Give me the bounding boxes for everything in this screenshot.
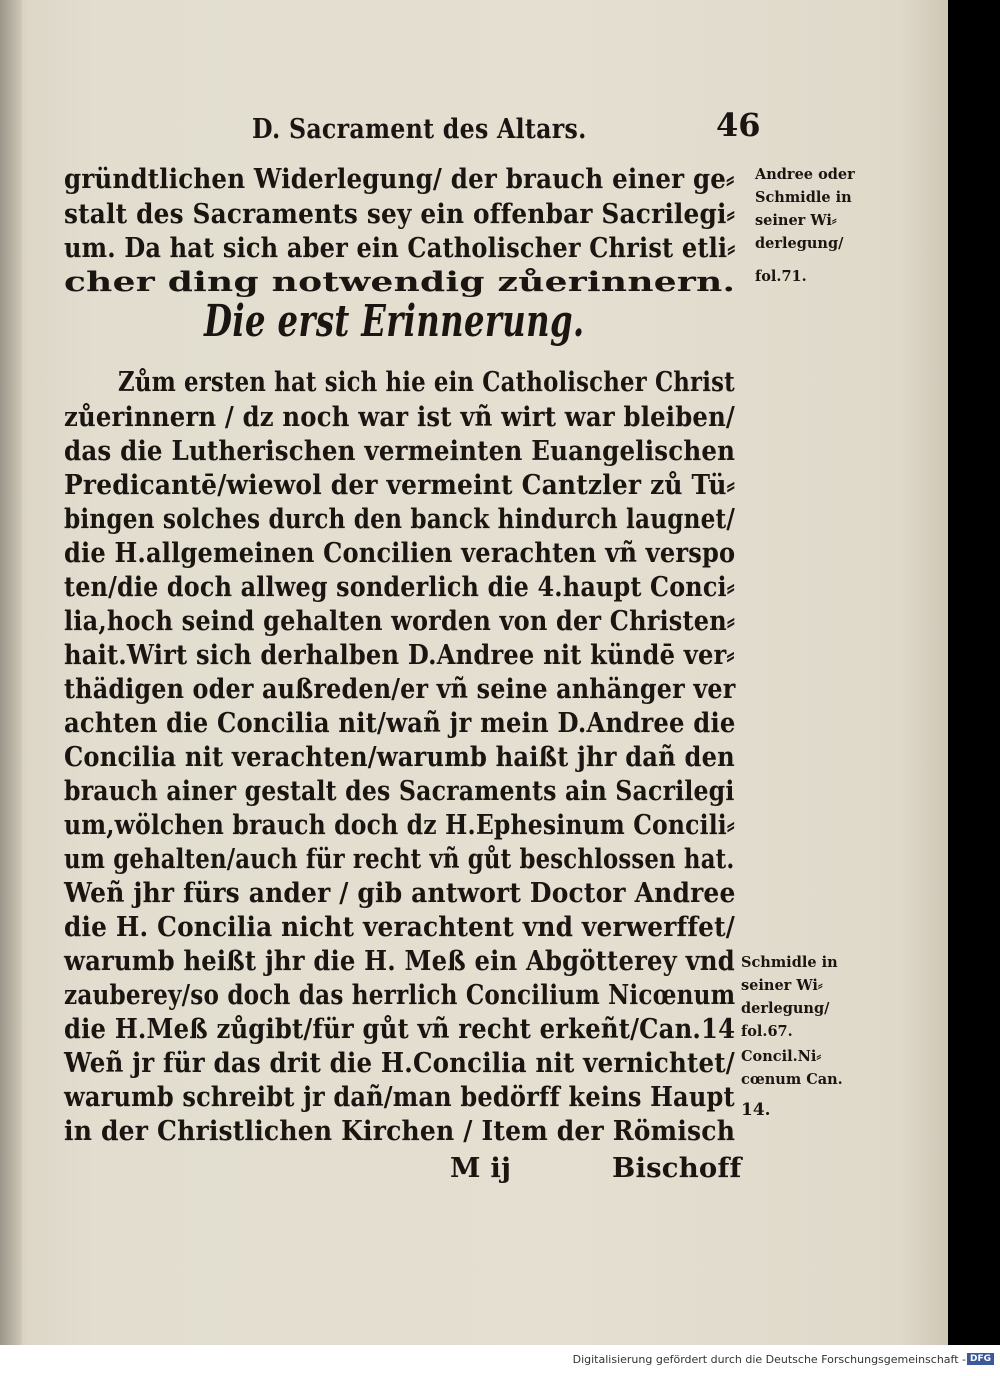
margin-note-line: cœnum Can.: [741, 1071, 843, 1088]
body-line: Weñ jhr fürs ander / gib antwort Doctor Andree: [64, 877, 736, 909]
body-line: um. Da hat sich aber ein Catholischer Christ etli⸗: [64, 232, 736, 264]
body-line: Weñ jr für das drit die H.Concilia nit vernichtet/: [64, 1047, 735, 1079]
body-line: gründtlichen Widerlegung/ der brauch einer ge⸗: [64, 163, 735, 195]
margin-note-line: seiner Wi⸗: [755, 212, 837, 229]
margin-note-line: fol.67.: [741, 1023, 793, 1040]
margin-note-line: Andree oder: [755, 166, 855, 183]
margin-note-line: Schmidle in: [755, 189, 852, 206]
body-line: das die Lutherischen vermeinten Euangelischen: [64, 435, 736, 467]
footer-credit: Digitalisierung gefördert durch die Deutsche Forschungsgemeinschaft -: [572, 1353, 966, 1366]
dfg-logo: DFG: [967, 1353, 994, 1365]
body-line: um gehalten/auch für recht vñ gůt beschlossen hat.: [64, 843, 735, 875]
body-line: ten/die doch allweg sonderlich die 4.haupt Conci⸗: [64, 571, 735, 603]
body-line: um,wölchen brauch doch dz H.Ephesinum Concili⸗: [64, 809, 735, 841]
running-title: D. Sacrament des Altars.: [252, 114, 587, 145]
body-line: die H.Meß zůgibt/für gůt vñ recht erkeñt/Can.14: [64, 1013, 736, 1045]
margin-note-line: Schmidle in: [741, 954, 838, 971]
signature-mark: M ij: [450, 1152, 512, 1184]
body-line: hait.Wirt sich derhalben D.Andree nit kündē ver⸗: [64, 639, 735, 671]
body-line: die H.allgemeinen Concilien verachten vñ verspo: [64, 537, 736, 569]
body-line: warumb schreibt jr dañ/man bedörff keins Haupt: [64, 1081, 735, 1113]
margin-note-line: Concil.Ni⸗: [741, 1048, 822, 1065]
body-line: Zům ersten hat sich hie ein Catholischer Christ: [118, 366, 735, 398]
body-line: cher ding notwendig zůerinnern.: [64, 266, 736, 298]
margin-note-line: fol.71.: [755, 268, 807, 285]
body-line: Concilia nit verachten/warumb haißt jhr dañ den: [64, 741, 735, 773]
body-line: stalt des Sacraments sey ein offenbar Sacrilegi⸗: [64, 198, 736, 230]
body-line: zauberey/so doch das herrlich Concilium Nicœnum: [64, 979, 736, 1011]
margin-note-line: 14.: [741, 1100, 771, 1120]
body-line: die H. Concilia nicht verachtent vnd verwerffet/: [64, 911, 736, 943]
margin-note-line: derlegung/: [741, 1000, 830, 1017]
catchword: Bischoff: [612, 1152, 742, 1184]
body-line: warumb heißt jhr die H. Meß ein Abgötterey vnd: [64, 945, 735, 977]
body-line: lia,hoch seind gehalten worden von der Christen⸗: [64, 605, 736, 637]
body-line: brauch ainer gestalt des Sacraments ain Sacrilegi: [64, 775, 735, 807]
body-line: in der Christlichen Kirchen / Item der Römisch: [64, 1115, 736, 1147]
body-line: achten die Concilia nit/wañ jr mein D.Andree die: [64, 707, 736, 739]
book-spine-shadow: [0, 0, 22, 1345]
body-line: bingen solches durch den banck hindurch laugnet/: [64, 503, 736, 535]
body-line: zůerinnern / dz noch war ist vñ wirt war bleiben/: [64, 401, 736, 433]
margin-note-line: seiner Wi⸗: [741, 977, 823, 994]
page-number: 46: [716, 106, 761, 144]
footer-bar: [0, 1345, 1000, 1376]
body-line: thädigen oder außreden/er vñ seine anhänger ver: [64, 673, 736, 705]
section-heading: Die erst Erinnerung.: [204, 296, 585, 347]
body-line: Predicantē/wiewol der vermeint Cantzler zů Tü⸗: [64, 469, 736, 501]
margin-note-line: derlegung/: [755, 235, 844, 252]
